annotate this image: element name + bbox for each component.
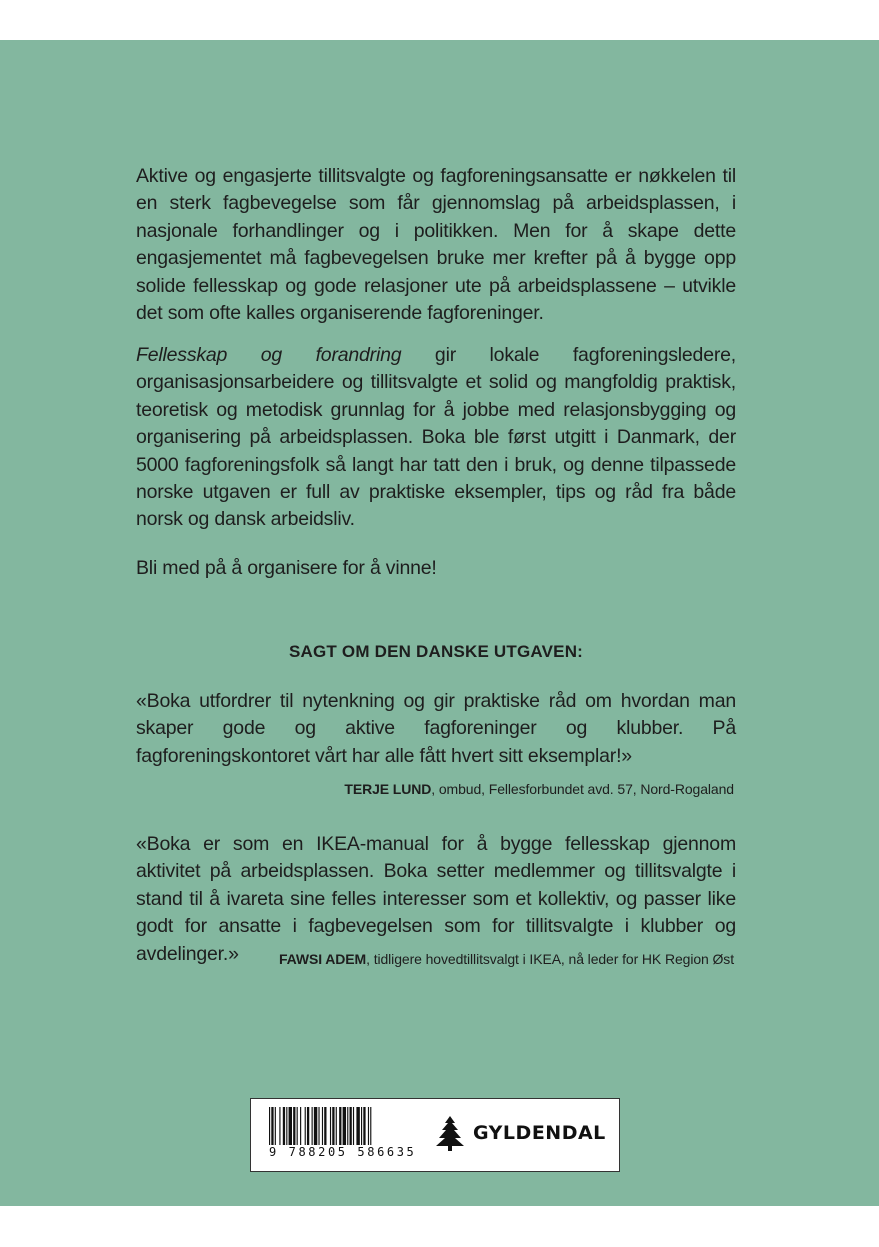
publisher-logo bbox=[433, 1115, 606, 1151]
review-quote-2: «Boka er som en IKEA-manual for å bygge fellesskap gjennom aktivitet på arbeidsplassen. Boka setter medlemmer og tillitsvalgte i stand til å ivareta sine felles interesser som et kollektiv, og passer like godt for ansatte i fagbevegelsen som for tillitsvalgte i klubber og avdelinger.» bbox=[136, 833, 736, 965]
barcode-bar bbox=[305, 1107, 306, 1145]
intro-paragraph-3 bbox=[136, 555, 736, 582]
reviewer-role-2: , tidligere hovedtillitsvalgt i IKEA, nå leder for HK Region Øst bbox=[366, 951, 734, 967]
review-attribution-1 bbox=[344, 781, 734, 797]
isbn-digits: 9 788205 586635 bbox=[269, 1145, 417, 1159]
barcode-bar bbox=[314, 1107, 317, 1145]
review-attribution-2 bbox=[279, 951, 734, 967]
publisher-name: GYLDENDAL bbox=[473, 1122, 606, 1144]
tree-icon bbox=[433, 1115, 467, 1151]
reviewer-name-1: TERJE LUND bbox=[344, 781, 432, 797]
barcode-bar bbox=[283, 1107, 285, 1145]
reviews-heading: SAGT OM DEN DANSKE UTGAVEN: bbox=[288, 642, 584, 661]
review-quote-1: «Boka utfordrer til nytenkning og gir praktiske råd om hvordan man skaper gode og aktive fagforeninger og klubber. På fagforeningskontoret vårt har alle fått hvert sitt eksemplar!» bbox=[136, 690, 736, 767]
barcode-bar bbox=[289, 1107, 292, 1145]
barcode-bar bbox=[370, 1107, 371, 1145]
barcode-bar bbox=[275, 1107, 276, 1145]
barcode-bar bbox=[279, 1107, 280, 1145]
intro-text-2 bbox=[136, 342, 736, 534]
call-to-action: Bli med på å organisere for å vinne! bbox=[136, 557, 437, 579]
reviewer-name-2: FAWSI ADEM bbox=[278, 951, 367, 967]
barcode-bar bbox=[286, 1107, 287, 1145]
barcode-bar bbox=[347, 1107, 348, 1145]
barcode-box bbox=[250, 1098, 620, 1172]
barcode bbox=[269, 1107, 409, 1145]
barcode-bar bbox=[324, 1107, 326, 1145]
barcode-bar bbox=[363, 1107, 365, 1145]
barcode-bar bbox=[322, 1107, 323, 1145]
barcode-bar bbox=[330, 1107, 331, 1145]
barcode-bar bbox=[293, 1107, 295, 1145]
barcode-bar bbox=[300, 1107, 301, 1145]
barcode-bar bbox=[332, 1107, 334, 1145]
barcode-bar bbox=[269, 1107, 270, 1145]
barcode-bar bbox=[271, 1107, 273, 1145]
barcode-bar bbox=[343, 1107, 346, 1145]
intro-paragraph-1 bbox=[136, 163, 736, 327]
barcode-bar bbox=[336, 1107, 337, 1145]
intro-text-1: Aktive og engasjerte tillitsvalgte og fagforeningsansatte er nøkkelen til en sterk fagbevegelse som får gjennomslag på arbeidsplassen, i nasjonale forhandlinger og i politikken. Men for å skape dette engasjementet må fagbevegelsen bruke mer krefter på å bygge opp solide fellesskap og gode relasjoner ute på arbeidsplassene – utvikle det som ofte kalles organiserende fagforeninger. bbox=[136, 165, 736, 325]
barcode-bar bbox=[353, 1107, 354, 1145]
intro-paragraph-2 bbox=[136, 342, 736, 534]
book-title: Fellesskap og forandring bbox=[136, 344, 402, 366]
barcode-bar bbox=[318, 1107, 319, 1145]
barcode-bar bbox=[339, 1107, 341, 1145]
barcode-bar bbox=[368, 1107, 369, 1145]
barcode-bar bbox=[312, 1107, 313, 1145]
barcode-bar bbox=[297, 1107, 298, 1145]
reviewer-role-1: , ombud, Fellesforbundet avd. 57, Nord-Rogaland bbox=[431, 781, 734, 797]
barcode-bar bbox=[307, 1107, 309, 1145]
barcode-bar bbox=[350, 1107, 352, 1145]
intro-text-2-rest: gir lokale fagforeningsledere, organisasjonsarbeidere og tillitsvalgte et solid og mangfoldig praktisk, teoretisk og metodisk grunnlag for å jobbe med relasjonsbygging og organisering på arbeidsplassen. Boka ble først utgitt i Danmark, der 5000 fagforeningsfolk så langt har tatt den i bruk, og denne tilpassede norske utgaven er full av praktiske eksempler, tips og råd fra både norsk og dansk arbeidsliv. bbox=[136, 344, 736, 531]
barcode-bar bbox=[361, 1107, 362, 1145]
barcode-bar bbox=[356, 1107, 359, 1145]
